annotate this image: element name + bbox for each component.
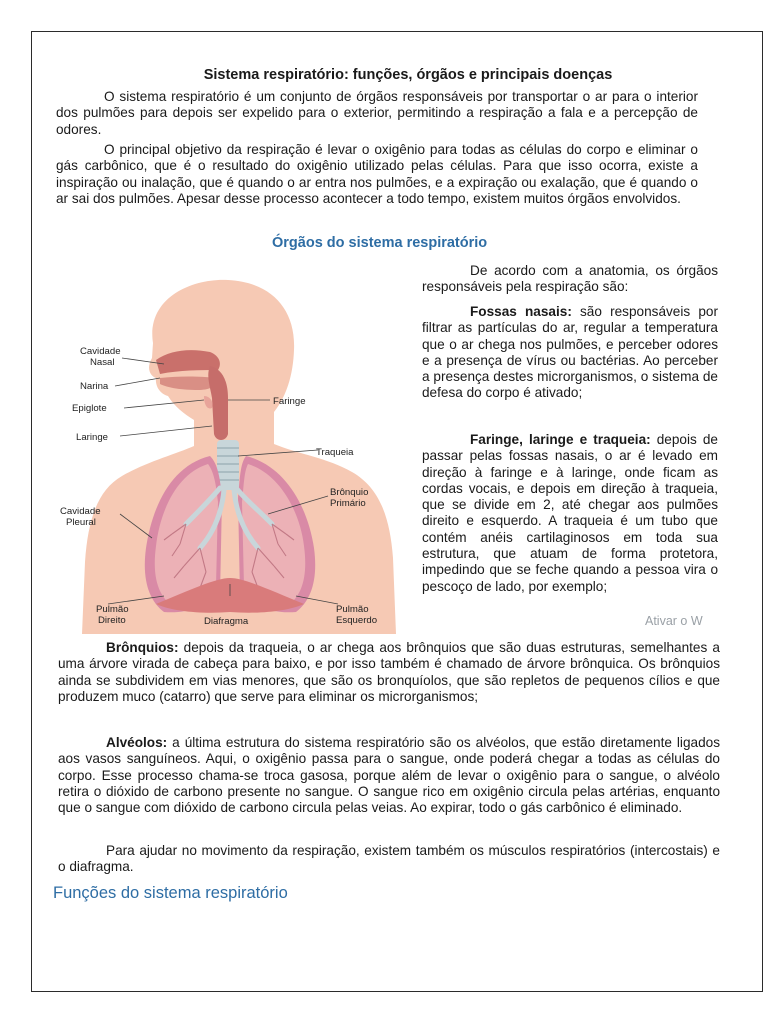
page-title: Sistema respiratório: funções, órgãos e principais doenças [203, 67, 613, 83]
fossas-nasais-text: são responsáveis por filtrar as partículas do ar, regular a temperatura que o ar chega nos pulmões, e perceber odores e a presença de vírus ou bactérias. Ao perceber a presença destes microrganismos, o sistema de defesa do corpo é ativado; [422, 304, 718, 401]
label-traqueia: Traqueia [316, 447, 354, 458]
label-laringe: Laringe [76, 432, 109, 443]
bronquios-paragraph [58, 640, 720, 705]
alveolos-title: Alvéolos: [106, 735, 168, 750]
label-cavidade-pleural-1: Cavidade [60, 506, 101, 517]
label-bronquio-1: Brônquio [330, 487, 369, 498]
label-pulmao-esquerdo-2: Esquerdo [336, 615, 378, 626]
section-heading-organs: Órgãos do sistema respiratório [272, 235, 488, 251]
musculos-paragraph: Para ajudar no movimento da respiração, existem também os músculos respiratórios (intercostais) e o diafragma. [58, 843, 720, 875]
fossas-nasais-paragraph [422, 304, 718, 402]
alveolos-text: a última estrutura do sistema respiratório são os alvéolos, que estão diretamente ligados aos vasos sanguíneos. Aqui, o oxigênio passa para o sangue, onde poderá chegar a todas as células do corpo. Esse processo chama-se troca gasosa, porque além de levar o oxigênio para o sangue, o alvéolo retira o dióxido de carbono presente no sangue. O sangue rico em oxigênio circula pelas artérias, enquanto que o sangue com dióxido de carbono circula pelas veias. Ao expirar, todo o gás carbônico é eliminado. [58, 735, 720, 816]
faringe-text: depois de passar pelas fossas nasais, o ar é levado em direção à faringe e à laringe, onde ficam as cordas vocais, e depois em direção à traqueia, que se divide em 2, até chegar aos pulmões direito e esquerdo. A traqueia é um tubo que contém anéis cartilaginosos em toda sua estrutura, que atuam de forma protetora, impedindo que se feche quando a pessoa vira o pescoço de lado, por exemplo; [422, 432, 718, 594]
organs-lead: De acordo com a anatomia, os órgãos responsáveis pela respiração são: [422, 263, 718, 295]
respiratory-system-illustration [60, 278, 420, 634]
label-epiglote: Epiglote [72, 403, 107, 414]
label-pulmao-direito-2: Direito [98, 615, 126, 626]
label-cavidade-nasal-2: Nasal [90, 357, 115, 368]
label-cavidade-pleural-2: Pleural [66, 517, 96, 528]
bronquios-text: depois da traqueia, o ar chega aos brônquios que são duas estruturas, semelhantes a uma árvore virada de cabeça para baixo, e por isso também é chamado de árvore brônquica. Os brônquios ainda se subdividem em vias menores, que são os bronquíolos, que são repletos de pequenos cílios e que produzem muco (catarro) que serve para eliminar os microrganismos; [58, 640, 720, 704]
label-pulmao-esquerdo-1: Pulmão [336, 604, 369, 615]
label-bronquio-2: Primário [330, 498, 366, 509]
bronquios-title: Brônquios: [106, 640, 179, 655]
activate-windows-watermark: Ativar o W [645, 614, 703, 628]
section-heading-functions: Funções do sistema respiratório [53, 884, 288, 902]
faringe-title: Faringe, laringe e traqueia: [470, 432, 651, 447]
fossas-nasais-title: Fossas nasais: [470, 304, 572, 319]
faringe-paragraph [422, 432, 718, 595]
intro-paragraph-2: O principal objetivo da respiração é levar o oxigênio para todas as células do corpo e eliminar o gás carbônico, que é o resultado do oxigênio utilizado pelas células. Para que isso ocorra, existe a inspiração ou inalação, que é quando o ar entra nos pulmões, e a expiração ou exalação, que é quando o ar sai dos pulmões. Apesar desse processo acontecer a todo tempo, existem muitos órgãos envolvidos. [56, 142, 698, 206]
label-pulmao-direito-1: Pulmão [96, 604, 129, 615]
label-cavidade-nasal-1: Cavidade [80, 346, 121, 357]
label-narina: Narina [80, 381, 109, 392]
intro-paragraph-1: O sistema respiratório é um conjunto de órgãos responsáveis por transportar o ar para o interior dos pulmões para depois ser expelido para o exterior, permitindo a respiração a fala e a percepção de odores. [56, 89, 698, 137]
label-diafragma: Diafragma [204, 616, 249, 627]
alveolos-paragraph [58, 735, 720, 816]
label-faringe: Faringe [273, 396, 306, 407]
